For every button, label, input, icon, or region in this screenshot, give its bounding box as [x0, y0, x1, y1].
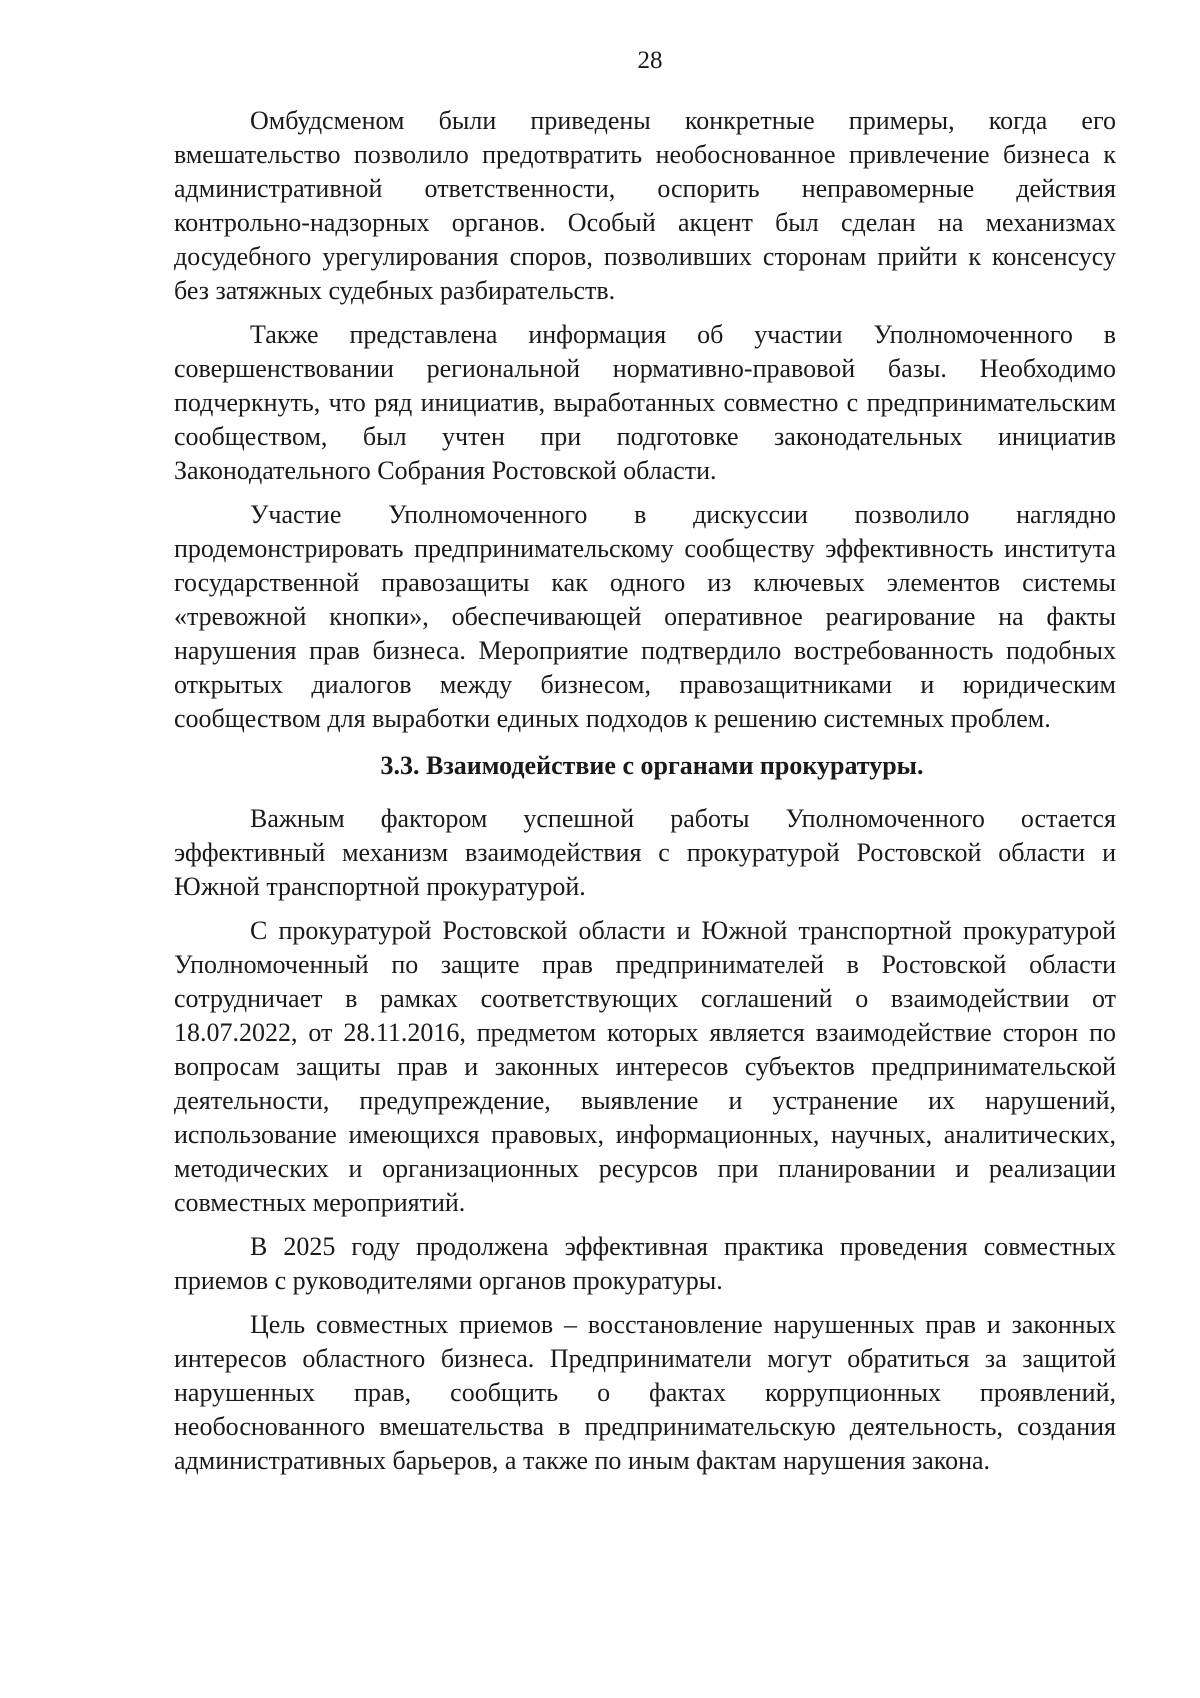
page-number: 28 [637, 47, 663, 74]
paragraph-receptions-purpose: Цель совместных приемов – восстановление нарушенных прав и законных интересов областного бизнеса. Предприниматели могут обратиться за защитой нарушенных прав, сообщить о фактах коррупционных проявлений, необоснованного вмешательства в предпринимательскую деятельность, создания административных барьеров, а также по иным фактам нарушения закона. [174, 1310, 1116, 1475]
paragraph-regulatory-base: Также представлена информация об участии Уполномоченного в совершенствовании региональной нормативно-правовой базы. Необходимо подчеркнуть, что ряд инициатив, выработанных совместно с предпринимательским сообществом, был учтен при подготовке законодательных инициатив Законодательного Собрания Ростовской области. [174, 320, 1116, 485]
paragraph-agreements: С прокуратурой Ростовской области и Южной транспортной прокуратурой Уполномоченный по защите прав предпринимателей в Ростовской области сотрудничает в рамках соответствующих соглашений о взаимодействии от 18.07.2022, от 28.11.2016, предметом которых является взаимодействие сторон по вопросам защиты прав и законных интересов субъектов предпринимательской деятельности, предупреждение, выявление и устранение их нарушений, использование имеющихся правовых, информационных, научных, аналитических, методических и организационных ресурсов при планировании и реализации совместных мероприятий. [174, 916, 1116, 1217]
page-content [174, 104, 1116, 1478]
paragraph-prosecutor-interaction: Важным фактором успешной работы Уполномоченного остается эффективный механизм взаимодействия с прокуратурой Ростовской области и Южной транспортной прокуратурой. [174, 804, 1116, 901]
paragraph-joint-receptions-2025: В 2025 году продолжена эффективная практика проведения совместных приемов с руководителями органов прокуратуры. [174, 1232, 1116, 1295]
paragraph-ombudsman-examples: Омбудсменом были приведены конкретные примеры, когда его вмешательство позволило предотвратить необоснованное привлечение бизнеса к административной ответственности, оспорить неправомерные действия контрольно-надзорных органов. Особый акцент был сделан на механизмах досудебного урегулирования споров, позволивших сторонам прийти к консенсусу без затяжных судебных разбирательств. [174, 106, 1116, 305]
paragraph-discussion-participation: Участие Уполномоченного в дискуссии позволило наглядно продемонстрировать предпринимательскому сообществу эффективность института государственной правозащиты как одного из ключевых элементов системы «тревожной кнопки», обеспечивающей оперативное реагирование на факты нарушения прав бизнеса. Мероприятие подтвердило востребованность подобных открытых диалогов между бизнесом, правозащитниками и юридическим сообществом для выработки единых подходов к решению системных проблем. [174, 500, 1116, 733]
section-heading: 3.3. Взаимодействие с органами прокуратуры. [380, 751, 924, 780]
